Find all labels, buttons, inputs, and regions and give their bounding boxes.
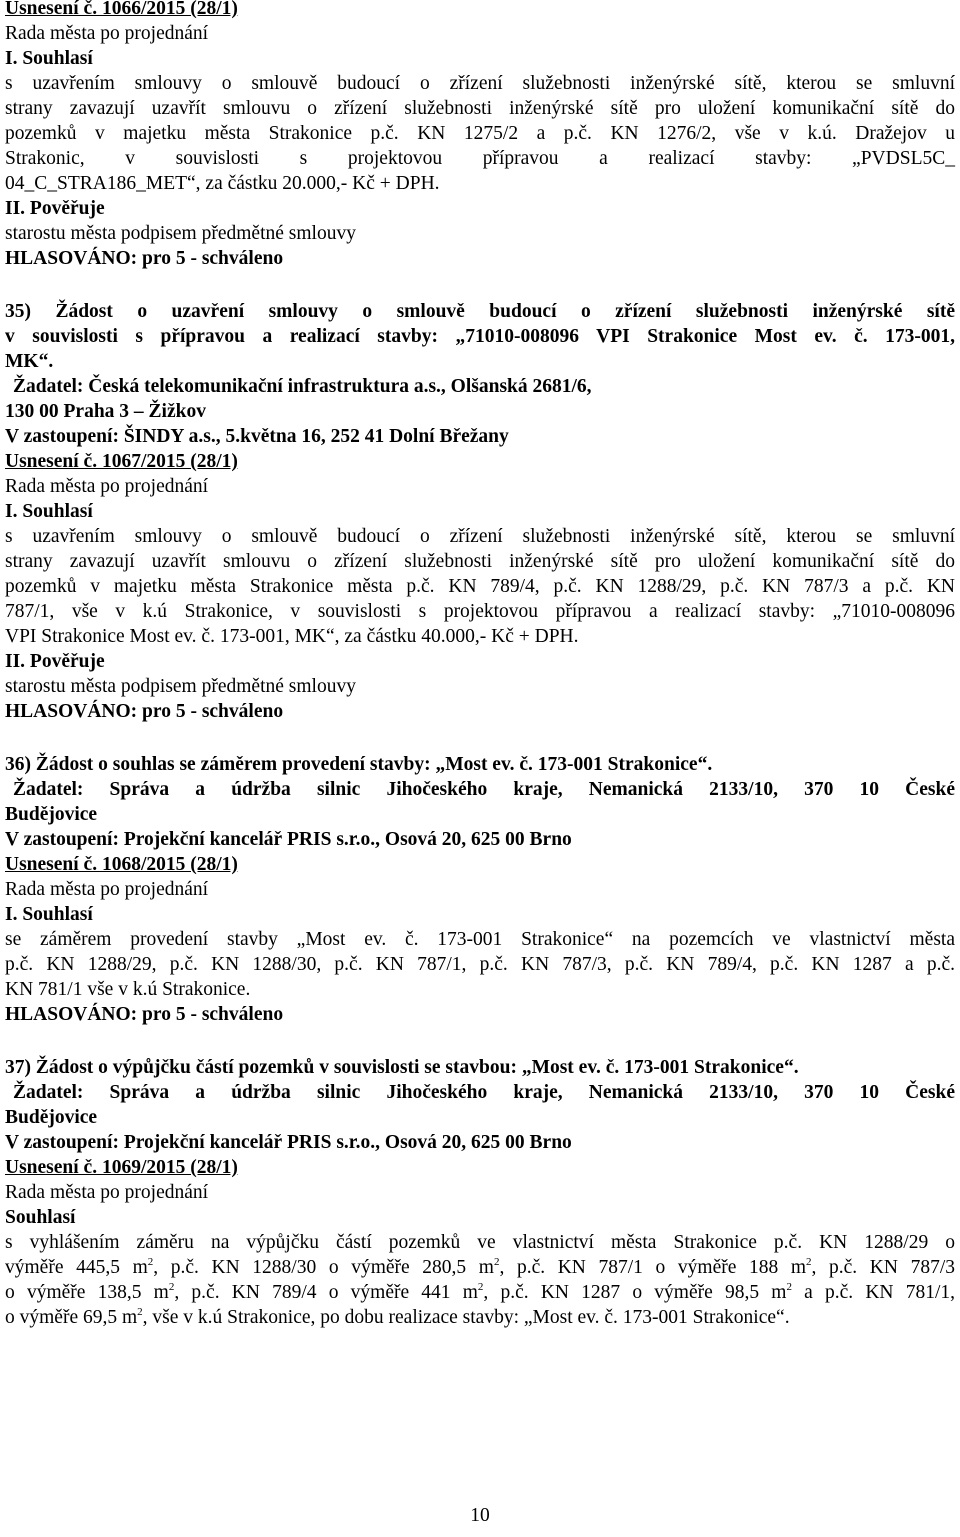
agrees-heading: Souhlasí [5,1207,76,1228]
text-run: výměře 445,5 m [5,1257,148,1278]
authorizes-text: starostu města podpisem předmětné smlouvy [5,223,356,244]
resolution-number: Usnesení č. 1068/2015 (28/1) [5,854,238,875]
paragraph-line: p.č. KN 1288/29, p.č. KN 1288/30, p.č. KN 787/1, p.č. KN 787/3, p.č. KN 789/4, p.č. KN 1287 a p.č. [5,954,955,975]
text-run: o výměře 69,5 m [5,1307,138,1328]
item-heading: 35) Žádost o uzavření smlouvy o smlouvě budoucí o zřízení služebnosti inženýrské sítě [5,301,955,322]
superscript: 2 [137,1305,143,1318]
text-run: , p.č. KN 787/3 [811,1257,955,1278]
item-heading: 36) Žádost o souhlas se záměrem provedení stavby: „Most ev. č. 173-001 Strakonice“. [5,754,713,775]
paragraph-line: pozemků v majetku města Strakonice města p.č. KN 789/4, p.č. KN 1288/29, p.č. KN 787/3 a p.č. KN [5,576,955,597]
text-run: , p.č. KN 787/1 o výměře 188 m [499,1257,807,1278]
page-number: 10 [470,1505,490,1526]
item-heading: v souvislosti s přípravou a realizací stavby: „71010-008096 VPI Strakonice Most ev. č. 173-001, [5,326,955,347]
representative-line: V zastoupení: Projekční kancelář PRIS s.r.o., Osová 20, 625 00 Brno [5,1132,572,1153]
superscript: 2 [477,1280,484,1293]
superscript: 2 [493,1255,500,1268]
paragraph-line: pozemků v majetku města Strakonice p.č. KN 1275/2 a p.č. KN 1276/2, vše v k.ú. Dražejov u [5,123,955,144]
representative-line: V zastoupení: Projekční kancelář PRIS s.r.o., Osová 20, 625 00 Brno [5,829,572,850]
applicant-address: 130 00 Praha 3 – Žižkov [5,401,206,422]
paragraph-line: s uzavřením smlouvy o smlouvě budoucí o zřízení služebnosti inženýrské sítě, kterou se smluvní [5,526,955,547]
authorizes-heading: II. Pověřuje [5,651,105,672]
paragraph-line [5,1280,955,1305]
council-line: Rada města po projednání [5,879,209,900]
applicant-line: Žadatel: Správa a údržba silnic Jihočeského kraje, Nemanická 2133/10, 370 10 České [13,1082,955,1103]
text-run: , vše v k.ú Strakonice, po dobu realizace stavby: „Most ev. č. 173-001 Strakonice“. [142,1307,790,1328]
applicant-city: Budějovice [5,1107,98,1128]
superscript: 2 [786,1280,792,1293]
resolution-number: Usnesení č. 1069/2015 (28/1) [5,1157,238,1178]
text-run: a p.č. KN 781/1, [791,1282,955,1303]
resolution-number: Usnesení č. 1066/2015 (28/1) [5,0,238,19]
paragraph-line: s vyhlášením záměru na výpůjčku částí pozemků ve vlastnictví města Strakonice p.č. KN 1288/29 o [5,1232,955,1253]
text-run: o výměře 138,5 m [5,1282,169,1303]
paragraph-line: strany zavazují uzavřít smlouvu o zřízení služebnosti inženýrské sítě pro uložení komunikační sítě do [5,551,955,572]
authorizes-text: starostu města podpisem předmětné smlouvy [5,676,356,697]
council-line: Rada města po projednání [5,23,209,44]
representative-line: V zastoupení: ŠINDY a.s., 5.května 16, 252 41 Dolní Břežany [5,426,509,447]
item-heading: MK“. [5,351,54,372]
council-line: Rada města po projednání [5,476,209,497]
paragraph-line: s uzavřením smlouvy o smlouvě budoucí o zřízení služebnosti inženýrské sítě, kterou se smluvní [5,73,955,94]
paragraph-line: VPI Strakonice Most ev. č. 173-001, MK“, za částku 40.000,- Kč + DPH. [5,626,579,647]
paragraph-line: 04_C_STRA186_MET“, za částku 20.000,- Kč + DPH. [5,173,440,194]
applicant-line: Žadatel: Česká telekomunikační infrastruktura a.s., Olšanská 2681/6, [13,376,592,397]
superscript: 2 [147,1255,154,1268]
text-run: , p.č. KN 1288/30 o výměře 280,5 m [153,1257,494,1278]
superscript: 2 [806,1255,812,1268]
vote-result: HLASOVÁNO: pro 5 - schváleno [5,1004,284,1025]
paragraph-line [5,1255,955,1280]
agrees-heading: I. Souhlasí [5,48,93,69]
paragraph-line [5,1305,790,1330]
paragraph-line: KN 781/1 vše v k.ú Strakonice. [5,979,251,1000]
paragraph-line: Strakonic, v souvislosti s projektovou přípravou a realizací stavby: „PVDSL5C_ [5,148,955,169]
item-heading: 37) Žádost o výpůjčku částí pozemků v souvislosti se stavbou: „Most ev. č. 173-001 Strakonice“. [5,1057,799,1078]
vote-result: HLASOVÁNO: pro 5 - schváleno [5,701,284,722]
council-line: Rada města po projednání [5,1182,209,1203]
paragraph-line: se záměrem provedení stavby „Most ev. č. 173-001 Strakonice“ na pozemcích ve vlastnictví města [5,929,955,950]
paragraph-line: strany zavazují uzavřít smlouvu o zřízení služebnosti inženýrské sítě pro uložení komunikační sítě do [5,98,955,119]
authorizes-heading: II. Pověřuje [5,198,105,219]
applicant-line: Žadatel: Správa a údržba silnic Jihočeského kraje, Nemanická 2133/10, 370 10 České [13,779,955,800]
superscript: 2 [168,1280,175,1293]
agrees-heading: I. Souhlasí [5,501,93,522]
applicant-city: Budějovice [5,804,98,825]
vote-result: HLASOVÁNO: pro 5 - schváleno [5,248,284,269]
text-run: , p.č. KN 1287 o výměře 98,5 m [483,1282,787,1303]
paragraph-line: 787/1, vše v k.ú Strakonice, v souvislosti s projektovou přípravou a realizací stavby: „71010-008096 [5,601,955,622]
agrees-heading: I. Souhlasí [5,904,93,925]
text-run: , p.č. KN 789/4 o výměře 441 m [174,1282,478,1303]
resolution-number: Usnesení č. 1067/2015 (28/1) [5,451,238,472]
